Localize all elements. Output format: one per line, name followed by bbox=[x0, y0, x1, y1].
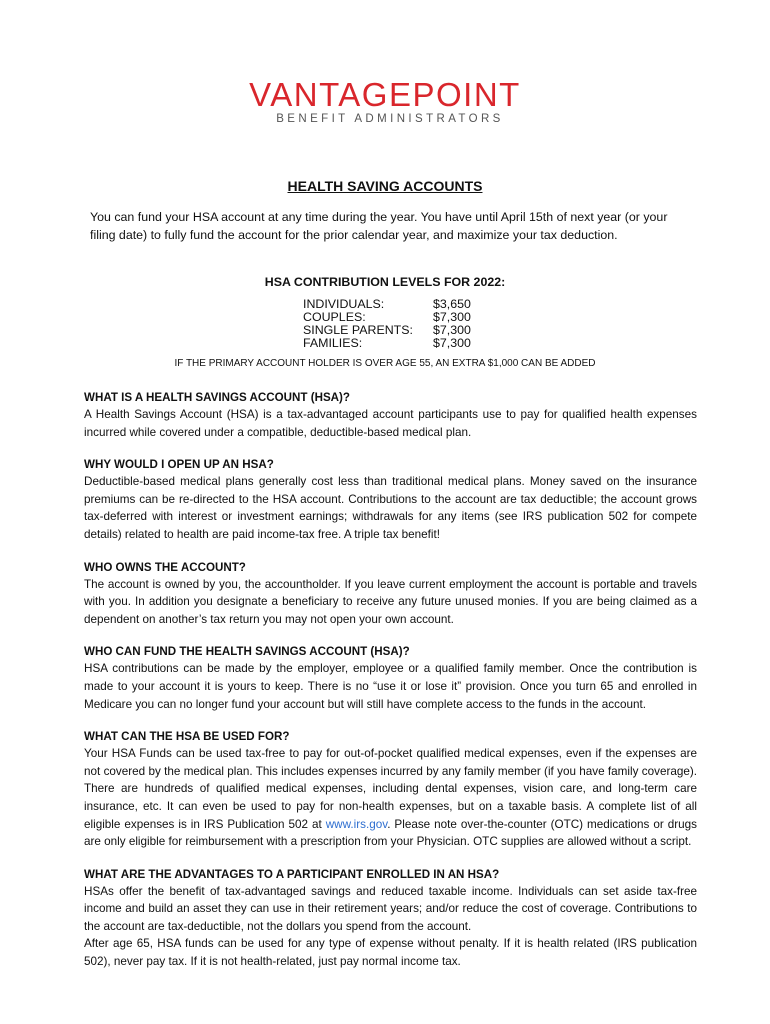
section-who-owns bbox=[84, 559, 697, 629]
logo-wordmark: VANTAGEPOINT bbox=[249, 76, 521, 113]
section-body: HSA contributions can be made by the employer, employee or a qualified family member. Once the contribution is made to your account it is yours to keep. There is no “use it or lose it” provision. Once you turn 65 and enrolled in Medicare you can no longer fund your account but will still have complete access to the funds in the account. bbox=[84, 662, 697, 711]
vantagepoint-logo bbox=[0, 78, 770, 125]
intro-paragraph: You can fund your HSA account at any time during the year. You have until April 15th of next year (or your filing date) to fully fund the account for the prior calendar year, and maximize your tax deduction. bbox=[90, 210, 668, 242]
logo-subtitle: BENEFIT ADMINISTRATORS bbox=[276, 113, 504, 125]
level-label: COUPLES: bbox=[303, 310, 366, 324]
level-amount: $7,300 bbox=[433, 323, 471, 337]
level-amount: $7,300 bbox=[433, 310, 471, 324]
section-why-open-hsa bbox=[84, 456, 697, 543]
section-advantages bbox=[84, 866, 697, 971]
section-heading: WHAT ARE THE ADVANTAGES TO A PARTICIPANT ENROLLED IN AN HSA? bbox=[84, 867, 500, 881]
section-heading: WHAT IS A HEALTH SAVINGS ACCOUNT (HSA)? bbox=[84, 391, 350, 404]
section-what-used-for bbox=[84, 728, 697, 851]
age-55-note: IF THE PRIMARY ACCOUNT HOLDER IS OVER AGE 55, AN EXTRA $1,000 CAN BE ADDED bbox=[174, 358, 596, 369]
level-amount: $3,650 bbox=[433, 297, 471, 311]
section-body bbox=[84, 745, 697, 851]
level-label: INDIVIDUALS: bbox=[303, 297, 385, 311]
section-heading: WHO CAN FUND THE HEALTH SAVINGS ACCOUNT (HSA)? bbox=[84, 645, 410, 659]
body-text: Your HSA Funds can be used tax-free to pay for out-of-pocket qualified medical expenses, even if the expenses are not covered by the medical plan. This includes expenses incurred by any family member (if you have family coverage). There are hundreds of qualified medical expenses, including dental expenses, vision care, and long-term care insurance, etc. It can even be used to pay for non-health expenses, but on a taxable basis. A complete list of all eligible expenses is in IRS Publication 502 at bbox=[84, 747, 697, 831]
level-label: FAMILIES: bbox=[303, 336, 363, 350]
contribution-levels-heading: HSA CONTRIBUTION LEVELS FOR 2022: bbox=[264, 275, 506, 289]
level-row-families bbox=[303, 337, 471, 350]
section-heading: WHO OWNS THE ACCOUNT? bbox=[84, 560, 246, 574]
irs-gov-link[interactable]: www.irs.gov bbox=[325, 817, 388, 831]
section-heading: WHAT CAN THE HSA BE USED FOR? bbox=[84, 730, 290, 744]
section-body: The account is owned by you, the accountholder. If you leave current employment the account is portable and travels with you. In addition you designate a beneficiary to receive any future unused monies. If you are being claimed as a dependent on another’s tax return you may not open your own account. bbox=[84, 577, 697, 626]
section-body: Deductible-based medical plans generally cost less than traditional medical plans. Money saved on the insurance premiums can be re-directed to the HSA account. Contributions to the account are tax deductible; the account grows tax-deferred with interest or investment earnings; withdrawals for any items (see IRS publication 502 for compete details) related to health are paid income-tax free. A triple tax benefit! bbox=[84, 475, 697, 541]
body-text: . Please note over-the-counter (OTC) medications or drugs are only eligible for reimbursement with a prescription from your Physician. OTC supplies are allowed without a script. bbox=[84, 817, 697, 849]
faq-sections bbox=[84, 389, 697, 986]
contribution-levels-list bbox=[303, 298, 471, 350]
page-title: HEALTH SAVING ACCOUNTS bbox=[287, 178, 483, 194]
section-body-continued: After age 65, HSA funds can be used for any type of expense without penalty. If it is health related (IRS publication 502), never pay tax. If it is not health-related, just pay normal income tax. bbox=[84, 937, 697, 969]
section-who-can-fund bbox=[84, 643, 697, 713]
level-amount: $7,300 bbox=[433, 336, 471, 350]
section-heading: WHY WOULD I OPEN UP AN HSA? bbox=[84, 458, 274, 472]
section-body: HSAs offer the benefit of tax-advantaged savings and reduced taxable income. Individuals can set aside tax-free income and build an asset they can use in their retirement years; and/or reduce the cost of coverage. Contributions to the account are tax-deductible, not the dollars you spend from the account. bbox=[84, 884, 697, 933]
section-what-is-hsa bbox=[84, 389, 697, 441]
level-label: SINGLE PARENTS: bbox=[303, 323, 413, 337]
section-body: A Health Savings Account (HSA) is a tax-advantaged account participants use to pay for qualified health expenses incurred while covered under a compatible, deductible-based medical plan. bbox=[84, 408, 697, 439]
